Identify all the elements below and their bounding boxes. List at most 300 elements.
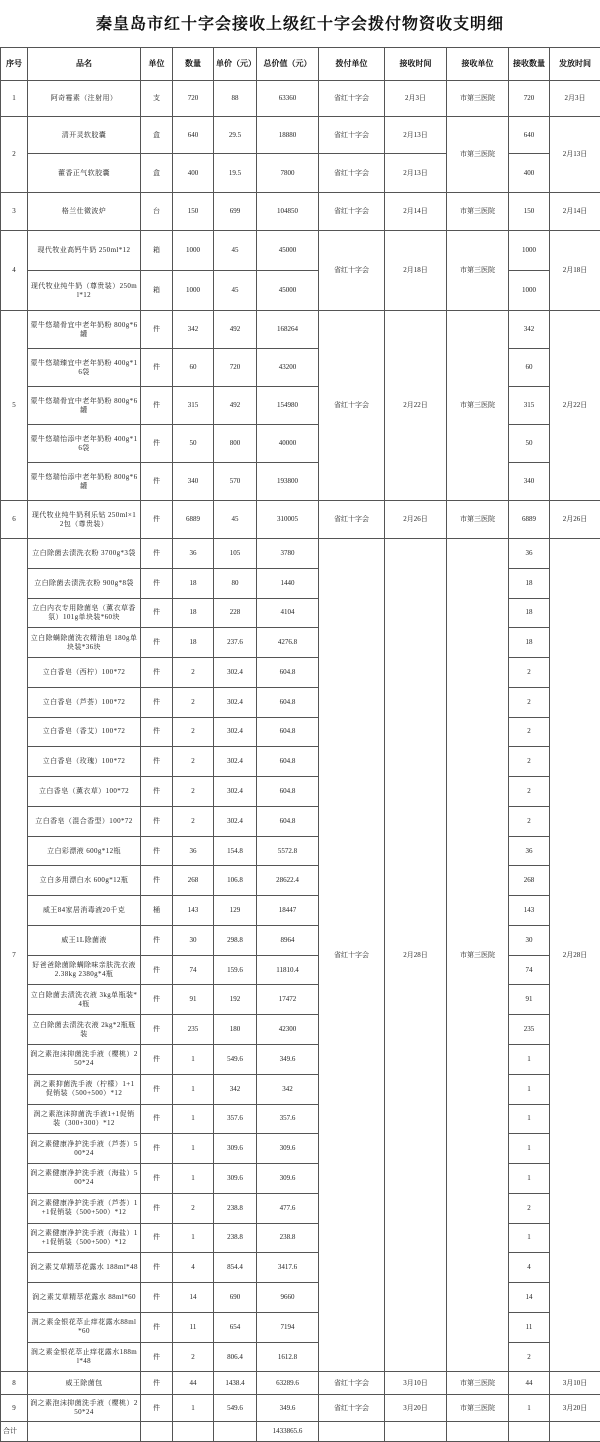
allocating-unit-cell: 省红十字会	[319, 1372, 385, 1395]
table-row	[1, 1045, 600, 1075]
item-name-cell: 立白彩漂液 600g*12瓶	[28, 836, 141, 866]
quantity-cell: 1	[173, 1395, 214, 1422]
item-name-cell: 蒙牛悠瑞骨宜中老年奶粉 800g*6罐	[28, 311, 141, 349]
total-value-cell: 604.8	[257, 747, 319, 777]
unit-cell: 件	[141, 1045, 173, 1075]
item-name-cell: 威王除菌包	[28, 1372, 141, 1395]
receive-quantity-cell: 2	[509, 747, 550, 777]
distribution-date-cell: 2月26日	[550, 501, 600, 539]
row-number-cell: 9	[1, 1395, 28, 1422]
unit-cell: 件	[141, 463, 173, 501]
receive-quantity-cell: 640	[509, 117, 550, 154]
unit-price-cell: 302.4	[214, 717, 257, 747]
distribution-date-cell: 3月20日	[550, 1395, 600, 1422]
table-row	[1, 598, 600, 628]
allocating-unit-cell: 省红十字会	[319, 231, 385, 311]
empty-cell	[173, 1422, 214, 1442]
receive-quantity-cell: 2	[509, 1342, 550, 1372]
page-title: 秦皇岛市红十字会接收上级红十字会拨付物资收支明细	[95, 14, 504, 33]
receive-quantity-cell: 36	[509, 539, 550, 569]
row-number-cell: 4	[1, 231, 28, 311]
receive-quantity-cell: 400	[509, 154, 550, 193]
header-row-number: 序号	[1, 48, 28, 81]
unit-price-cell: 88	[214, 81, 257, 117]
item-name-cell: 润之素健康净护洗手液（海盐）1+1促销装（500+500）*12	[28, 1223, 141, 1253]
unit-cell: 支	[141, 81, 173, 117]
table-row	[1, 81, 600, 117]
total-value-cell: 477.6	[257, 1193, 319, 1223]
item-name-cell: 蒙牛悠瑞臻宜中老年奶粉 400g*16袋	[28, 349, 141, 387]
quantity-cell: 18	[173, 568, 214, 598]
unit-cell: 盒	[141, 154, 173, 193]
distribution-date-cell: 2月14日	[550, 193, 600, 231]
total-value-cell: 154980	[257, 387, 319, 425]
empty-cell	[550, 1422, 600, 1442]
receiving-unit-cell: 市第三医院	[447, 1372, 509, 1395]
total-value-cell: 604.8	[257, 717, 319, 747]
unit-price-cell: 19.5	[214, 154, 257, 193]
unit-cell: 件	[141, 1283, 173, 1313]
receive-quantity-cell: 143	[509, 896, 550, 926]
table-row	[1, 925, 600, 955]
unit-price-cell: 654	[214, 1312, 257, 1342]
table-row	[1, 1104, 600, 1134]
table-row	[1, 747, 600, 777]
total-value-cell: 310005	[257, 501, 319, 539]
unit-price-cell: 806.4	[214, 1342, 257, 1372]
unit-price-cell: 800	[214, 425, 257, 463]
quantity-cell: 1	[173, 1104, 214, 1134]
total-value-cell: 4104	[257, 598, 319, 628]
table-row	[1, 425, 600, 463]
unit-price-cell: 357.6	[214, 1104, 257, 1134]
item-name-cell: 藿香正气软胶囊	[28, 154, 141, 193]
receive-date-cell: 2月3日	[385, 81, 447, 117]
total-value-cell: 193800	[257, 463, 319, 501]
quantity-cell: 36	[173, 539, 214, 569]
item-name-cell: 蒙牛悠瑞骨宜中老年奶粉 800g*6罐	[28, 387, 141, 425]
receive-date-cell: 2月13日	[385, 154, 447, 193]
allocating-unit-cell: 省红十字会	[319, 117, 385, 154]
unit-cell: 件	[141, 1253, 173, 1283]
unit-price-cell: 854.4	[214, 1253, 257, 1283]
unit-cell: 件	[141, 1015, 173, 1045]
receiving-unit-cell: 市第三医院	[447, 193, 509, 231]
receive-quantity-cell: 1	[509, 1104, 550, 1134]
table-row	[1, 687, 600, 717]
unit-price-cell: 690	[214, 1283, 257, 1313]
receive-quantity-cell: 1000	[509, 231, 550, 271]
total-value-cell: 7194	[257, 1312, 319, 1342]
unit-cell: 件	[141, 1193, 173, 1223]
unit-price-cell: 1438.4	[214, 1372, 257, 1395]
total-value-cell: 604.8	[257, 777, 319, 807]
total-value-cell: 45000	[257, 271, 319, 311]
quantity-cell: 1000	[173, 231, 214, 271]
item-name-cell: 现代牧业高钙牛奶 250ml*12	[28, 231, 141, 271]
table-row	[1, 1074, 600, 1104]
total-value-cell: 309.6	[257, 1134, 319, 1164]
quantity-cell: 74	[173, 955, 214, 985]
item-name-cell: 润之素艾草精萃花露水 188ml*48	[28, 1253, 141, 1283]
header-unit-price: 单价（元）	[214, 48, 257, 81]
allocating-unit-cell: 省红十字会	[319, 193, 385, 231]
header-allocating-unit: 拨付单位	[319, 48, 385, 81]
total-label: 合计	[1, 1422, 28, 1442]
total-value: 1433865.6	[257, 1422, 319, 1442]
quantity-cell: 640	[173, 117, 214, 154]
table-row	[1, 1372, 600, 1395]
header-distribution-date: 发放时间	[550, 48, 600, 81]
unit-price-cell: 492	[214, 311, 257, 349]
receive-date-cell: 3月10日	[385, 1372, 447, 1395]
receive-quantity-cell: 2	[509, 777, 550, 807]
item-name-cell: 立白香皂（混合香型）100*72	[28, 806, 141, 836]
header-row	[1, 48, 600, 81]
unit-price-cell: 228	[214, 598, 257, 628]
receive-quantity-cell: 1	[509, 1223, 550, 1253]
unit-cell: 件	[141, 1164, 173, 1194]
unit-price-cell: 492	[214, 387, 257, 425]
unit-price-cell: 105	[214, 539, 257, 569]
total-value-cell: 3417.6	[257, 1253, 319, 1283]
receive-date-cell: 2月22日	[385, 311, 447, 501]
unit-cell: 件	[141, 568, 173, 598]
receive-date-cell: 3月20日	[385, 1395, 447, 1422]
receiving-unit-cell: 市第三医院	[447, 231, 509, 311]
row-number-cell: 2	[1, 117, 28, 193]
total-value-cell: 18447	[257, 896, 319, 926]
receive-quantity-cell: 342	[509, 311, 550, 349]
unit-cell: 件	[141, 747, 173, 777]
header-receive-date: 接收时间	[385, 48, 447, 81]
quantity-cell: 400	[173, 154, 214, 193]
quantity-cell: 44	[173, 1372, 214, 1395]
receive-quantity-cell: 2	[509, 806, 550, 836]
total-value-cell: 8964	[257, 925, 319, 955]
allocating-unit-cell: 省红十字会	[319, 539, 385, 1372]
allocating-unit-cell: 省红十字会	[319, 311, 385, 501]
table-row	[1, 985, 600, 1015]
item-name-cell: 蒙牛悠瑞怡添中老年奶粉 800g*6罐	[28, 463, 141, 501]
item-name-cell: 立白除菌去渍洗衣液 3kg单瓶装*4瓶	[28, 985, 141, 1015]
unit-cell: 件	[141, 501, 173, 539]
distribution-date-cell: 2月3日	[550, 81, 600, 117]
allocating-unit-cell: 省红十字会	[319, 1395, 385, 1422]
unit-cell: 件	[141, 955, 173, 985]
unit-cell: 件	[141, 1312, 173, 1342]
total-section	[1, 1422, 600, 1442]
table-row	[1, 1342, 600, 1372]
quantity-cell: 14	[173, 1283, 214, 1313]
receive-quantity-cell: 91	[509, 985, 550, 1015]
row-number-cell: 1	[1, 81, 28, 117]
unit-cell: 件	[141, 1134, 173, 1164]
unit-price-cell: 699	[214, 193, 257, 231]
table-row	[1, 568, 600, 598]
unit-price-cell: 309.6	[214, 1134, 257, 1164]
receive-quantity-cell: 235	[509, 1015, 550, 1045]
item-name-cell: 现代牧业纯牛奶利乐钻 250ml×12包（尊贵装）	[28, 501, 141, 539]
row-number-cell: 7	[1, 539, 28, 1372]
item-name-cell: 阿奇霉素（注射用）	[28, 81, 141, 117]
table-row	[1, 955, 600, 985]
receive-quantity-cell: 1	[509, 1164, 550, 1194]
total-value-cell: 3780	[257, 539, 319, 569]
row-number-cell: 6	[1, 501, 28, 539]
quantity-cell: 268	[173, 866, 214, 896]
distribution-date-cell: 2月22日	[550, 311, 600, 501]
total-value-cell: 43200	[257, 349, 319, 387]
receive-quantity-cell: 74	[509, 955, 550, 985]
table-row	[1, 1395, 600, 1422]
row-number-cell: 8	[1, 1372, 28, 1395]
unit-cell: 桶	[141, 896, 173, 926]
unit-cell: 件	[141, 687, 173, 717]
table-row	[1, 117, 600, 154]
receive-quantity-cell: 1000	[509, 271, 550, 311]
item-name-cell: 润之素艾草精萃花露水 88ml*60	[28, 1283, 141, 1313]
receive-quantity-cell: 1	[509, 1074, 550, 1104]
unit-price-cell: 238.8	[214, 1223, 257, 1253]
table-row	[1, 658, 600, 688]
distribution-date-cell: 2月28日	[550, 539, 600, 1372]
distribution-date-cell: 2月18日	[550, 231, 600, 311]
total-value-cell: 1612.8	[257, 1342, 319, 1372]
header-total-value: 总价值（元）	[257, 48, 319, 81]
quantity-cell: 18	[173, 628, 214, 658]
unit-cell: 件	[141, 1395, 173, 1422]
table-body	[1, 81, 600, 1422]
item-name-cell: 润之素泡沫抑菌洗手液1+1促销装（300+300）*12	[28, 1104, 141, 1134]
total-value-cell: 1440	[257, 568, 319, 598]
quantity-cell: 2	[173, 1342, 214, 1372]
unit-cell: 件	[141, 311, 173, 349]
item-name-cell: 立白香皂（薰衣草）100*72	[28, 777, 141, 807]
quantity-cell: 2	[173, 747, 214, 777]
total-value-cell: 18880	[257, 117, 319, 154]
table-row	[1, 501, 600, 539]
receive-quantity-cell: 1	[509, 1395, 550, 1422]
item-name-cell: 立白内衣专用除菌皂（薰衣草香氛）101g单块装*60块	[28, 598, 141, 628]
unit-cell: 件	[141, 985, 173, 1015]
table-row	[1, 311, 600, 349]
total-value-cell: 28622.4	[257, 866, 319, 896]
item-name-cell: 现代牧业纯牛奶（尊贵装）250ml*12	[28, 271, 141, 311]
unit-price-cell: 720	[214, 349, 257, 387]
allocating-unit-cell: 省红十字会	[319, 154, 385, 193]
item-name-cell: 好爸爸除菌除螨除味亲肤洗衣液2.38kg 2380g*4瓶	[28, 955, 141, 985]
table-row	[1, 1312, 600, 1342]
item-name-cell: 润之素健康净护洗手液（芦荟）1+1促销装（500+500）*12	[28, 1193, 141, 1223]
total-value-cell: 42300	[257, 1015, 319, 1045]
receive-quantity-cell: 6889	[509, 501, 550, 539]
table-row	[1, 777, 600, 807]
empty-cell	[385, 1422, 447, 1442]
receive-quantity-cell: 2	[509, 1193, 550, 1223]
item-name-cell: 立白香皂（玫瑰）100*72	[28, 747, 141, 777]
receive-quantity-cell: 60	[509, 349, 550, 387]
unit-cell: 件	[141, 925, 173, 955]
unit-cell: 件	[141, 425, 173, 463]
total-value-cell: 17472	[257, 985, 319, 1015]
receiving-unit-cell: 市第三医院	[447, 501, 509, 539]
quantity-cell: 50	[173, 425, 214, 463]
quantity-cell: 340	[173, 463, 214, 501]
unit-cell: 件	[141, 539, 173, 569]
receiving-unit-cell: 市第三医院	[447, 539, 509, 1372]
table-row	[1, 539, 600, 569]
receive-quantity-cell: 14	[509, 1283, 550, 1313]
table-row	[1, 836, 600, 866]
unit-price-cell: 29.5	[214, 117, 257, 154]
total-value-cell: 63360	[257, 81, 319, 117]
receive-date-cell: 2月26日	[385, 501, 447, 539]
item-name-cell: 润之素健康净护洗手液（芦荟）500*24	[28, 1134, 141, 1164]
unit-price-cell: 302.4	[214, 777, 257, 807]
quantity-cell: 150	[173, 193, 214, 231]
receive-date-cell: 2月18日	[385, 231, 447, 311]
quantity-cell: 315	[173, 387, 214, 425]
quantity-cell: 1	[173, 1134, 214, 1164]
total-value-cell: 349.6	[257, 1045, 319, 1075]
quantity-cell: 2	[173, 806, 214, 836]
unit-price-cell: 309.6	[214, 1164, 257, 1194]
receiving-unit-cell: 市第三医院	[447, 311, 509, 501]
item-name-cell: 润之素金银花萃止痒花露水88ml*60	[28, 1312, 141, 1342]
empty-cell	[214, 1422, 257, 1442]
total-value-cell: 309.6	[257, 1164, 319, 1194]
quantity-cell: 720	[173, 81, 214, 117]
receive-quantity-cell: 1	[509, 1045, 550, 1075]
unit-cell: 件	[141, 387, 173, 425]
unit-cell: 件	[141, 628, 173, 658]
quantity-cell: 1	[173, 1074, 214, 1104]
total-value-cell: 40000	[257, 425, 319, 463]
item-name-cell: 立白多用漂白水 600g*12瓶	[28, 866, 141, 896]
table-row	[1, 463, 600, 501]
unit-price-cell: 302.4	[214, 687, 257, 717]
unit-price-cell: 238.8	[214, 1193, 257, 1223]
header-receiving-unit: 接收单位	[447, 48, 509, 81]
receiving-unit-cell: 市第三医院	[447, 1395, 509, 1422]
item-name-cell: 威王84家居消毒液20千克	[28, 896, 141, 926]
receive-date-cell: 2月28日	[385, 539, 447, 1372]
table-row	[1, 231, 600, 271]
table-row	[1, 1134, 600, 1164]
quantity-cell: 36	[173, 836, 214, 866]
allocating-unit-cell: 省红十字会	[319, 81, 385, 117]
receive-quantity-cell: 18	[509, 568, 550, 598]
quantity-cell: 143	[173, 896, 214, 926]
item-name-cell: 立白除螨除菌洗衣精油皂 180g单块装*36块	[28, 628, 141, 658]
total-value-cell: 238.8	[257, 1223, 319, 1253]
unit-price-cell: 549.6	[214, 1045, 257, 1075]
item-name-cell: 润之素金银花萃止痒花露水188ml*48	[28, 1342, 141, 1372]
table-row	[1, 806, 600, 836]
table-header	[1, 48, 600, 81]
row-number-cell: 3	[1, 193, 28, 231]
item-name-cell: 润之素泡沫抑菌洗手液（樱桃）250*24	[28, 1395, 141, 1422]
total-value-cell: 11810.4	[257, 955, 319, 985]
unit-cell: 件	[141, 1104, 173, 1134]
unit-price-cell: 180	[214, 1015, 257, 1045]
quantity-cell: 60	[173, 349, 214, 387]
unit-cell: 件	[141, 777, 173, 807]
unit-cell: 箱	[141, 231, 173, 271]
receive-quantity-cell: 2	[509, 717, 550, 747]
total-value-cell: 604.8	[257, 658, 319, 688]
empty-cell	[141, 1422, 173, 1442]
unit-price-cell: 302.4	[214, 806, 257, 836]
unit-cell: 件	[141, 598, 173, 628]
item-name-cell: 立白除菌去渍洗衣粉 3700g*3袋	[28, 539, 141, 569]
quantity-cell: 1	[173, 1045, 214, 1075]
unit-cell: 件	[141, 1372, 173, 1395]
item-name-cell: 立白香皂（芦荟）100*72	[28, 687, 141, 717]
total-value-cell: 349.6	[257, 1395, 319, 1422]
distribution-date-cell: 2月13日	[550, 117, 600, 193]
total-value-cell: 9660	[257, 1283, 319, 1313]
quantity-cell: 1000	[173, 271, 214, 311]
total-value-cell: 63289.6	[257, 1372, 319, 1395]
receive-quantity-cell: 2	[509, 658, 550, 688]
total-value-cell: 104850	[257, 193, 319, 231]
total-value-cell: 45000	[257, 231, 319, 271]
unit-price-cell: 45	[214, 501, 257, 539]
receive-quantity-cell: 720	[509, 81, 550, 117]
receive-quantity-cell: 150	[509, 193, 550, 231]
table-row	[1, 387, 600, 425]
unit-cell: 台	[141, 193, 173, 231]
quantity-cell: 1	[173, 1164, 214, 1194]
table-row	[1, 271, 600, 311]
unit-price-cell: 154.8	[214, 836, 257, 866]
unit-price-cell: 80	[214, 568, 257, 598]
quantity-cell: 2	[173, 658, 214, 688]
receive-quantity-cell: 340	[509, 463, 550, 501]
receive-quantity-cell: 2	[509, 687, 550, 717]
unit-price-cell: 342	[214, 1074, 257, 1104]
item-name-cell: 清开灵软胶囊	[28, 117, 141, 154]
total-value-cell: 342	[257, 1074, 319, 1104]
unit-cell: 件	[141, 717, 173, 747]
receive-quantity-cell: 268	[509, 866, 550, 896]
unit-cell: 件	[141, 1342, 173, 1372]
unit-cell: 件	[141, 806, 173, 836]
table-row	[1, 866, 600, 896]
quantity-cell: 2	[173, 1193, 214, 1223]
quantity-cell: 18	[173, 598, 214, 628]
table-row	[1, 1223, 600, 1253]
receive-quantity-cell: 50	[509, 425, 550, 463]
unit-cell: 件	[141, 1223, 173, 1253]
item-name-cell: 格兰仕微波炉	[28, 193, 141, 231]
empty-cell	[28, 1422, 141, 1442]
quantity-cell: 342	[173, 311, 214, 349]
unit-price-cell: 298.8	[214, 925, 257, 955]
table-row	[1, 349, 600, 387]
unit-price-cell: 45	[214, 271, 257, 311]
header-unit: 单位	[141, 48, 173, 81]
receive-quantity-cell: 4	[509, 1253, 550, 1283]
item-name-cell: 威王1L除菌液	[28, 925, 141, 955]
item-name-cell: 立白香皂（西柠）100*72	[28, 658, 141, 688]
allocating-unit-cell: 省红十字会	[319, 501, 385, 539]
table-row	[1, 1253, 600, 1283]
quantity-cell: 2	[173, 777, 214, 807]
receive-quantity-cell: 1	[509, 1134, 550, 1164]
